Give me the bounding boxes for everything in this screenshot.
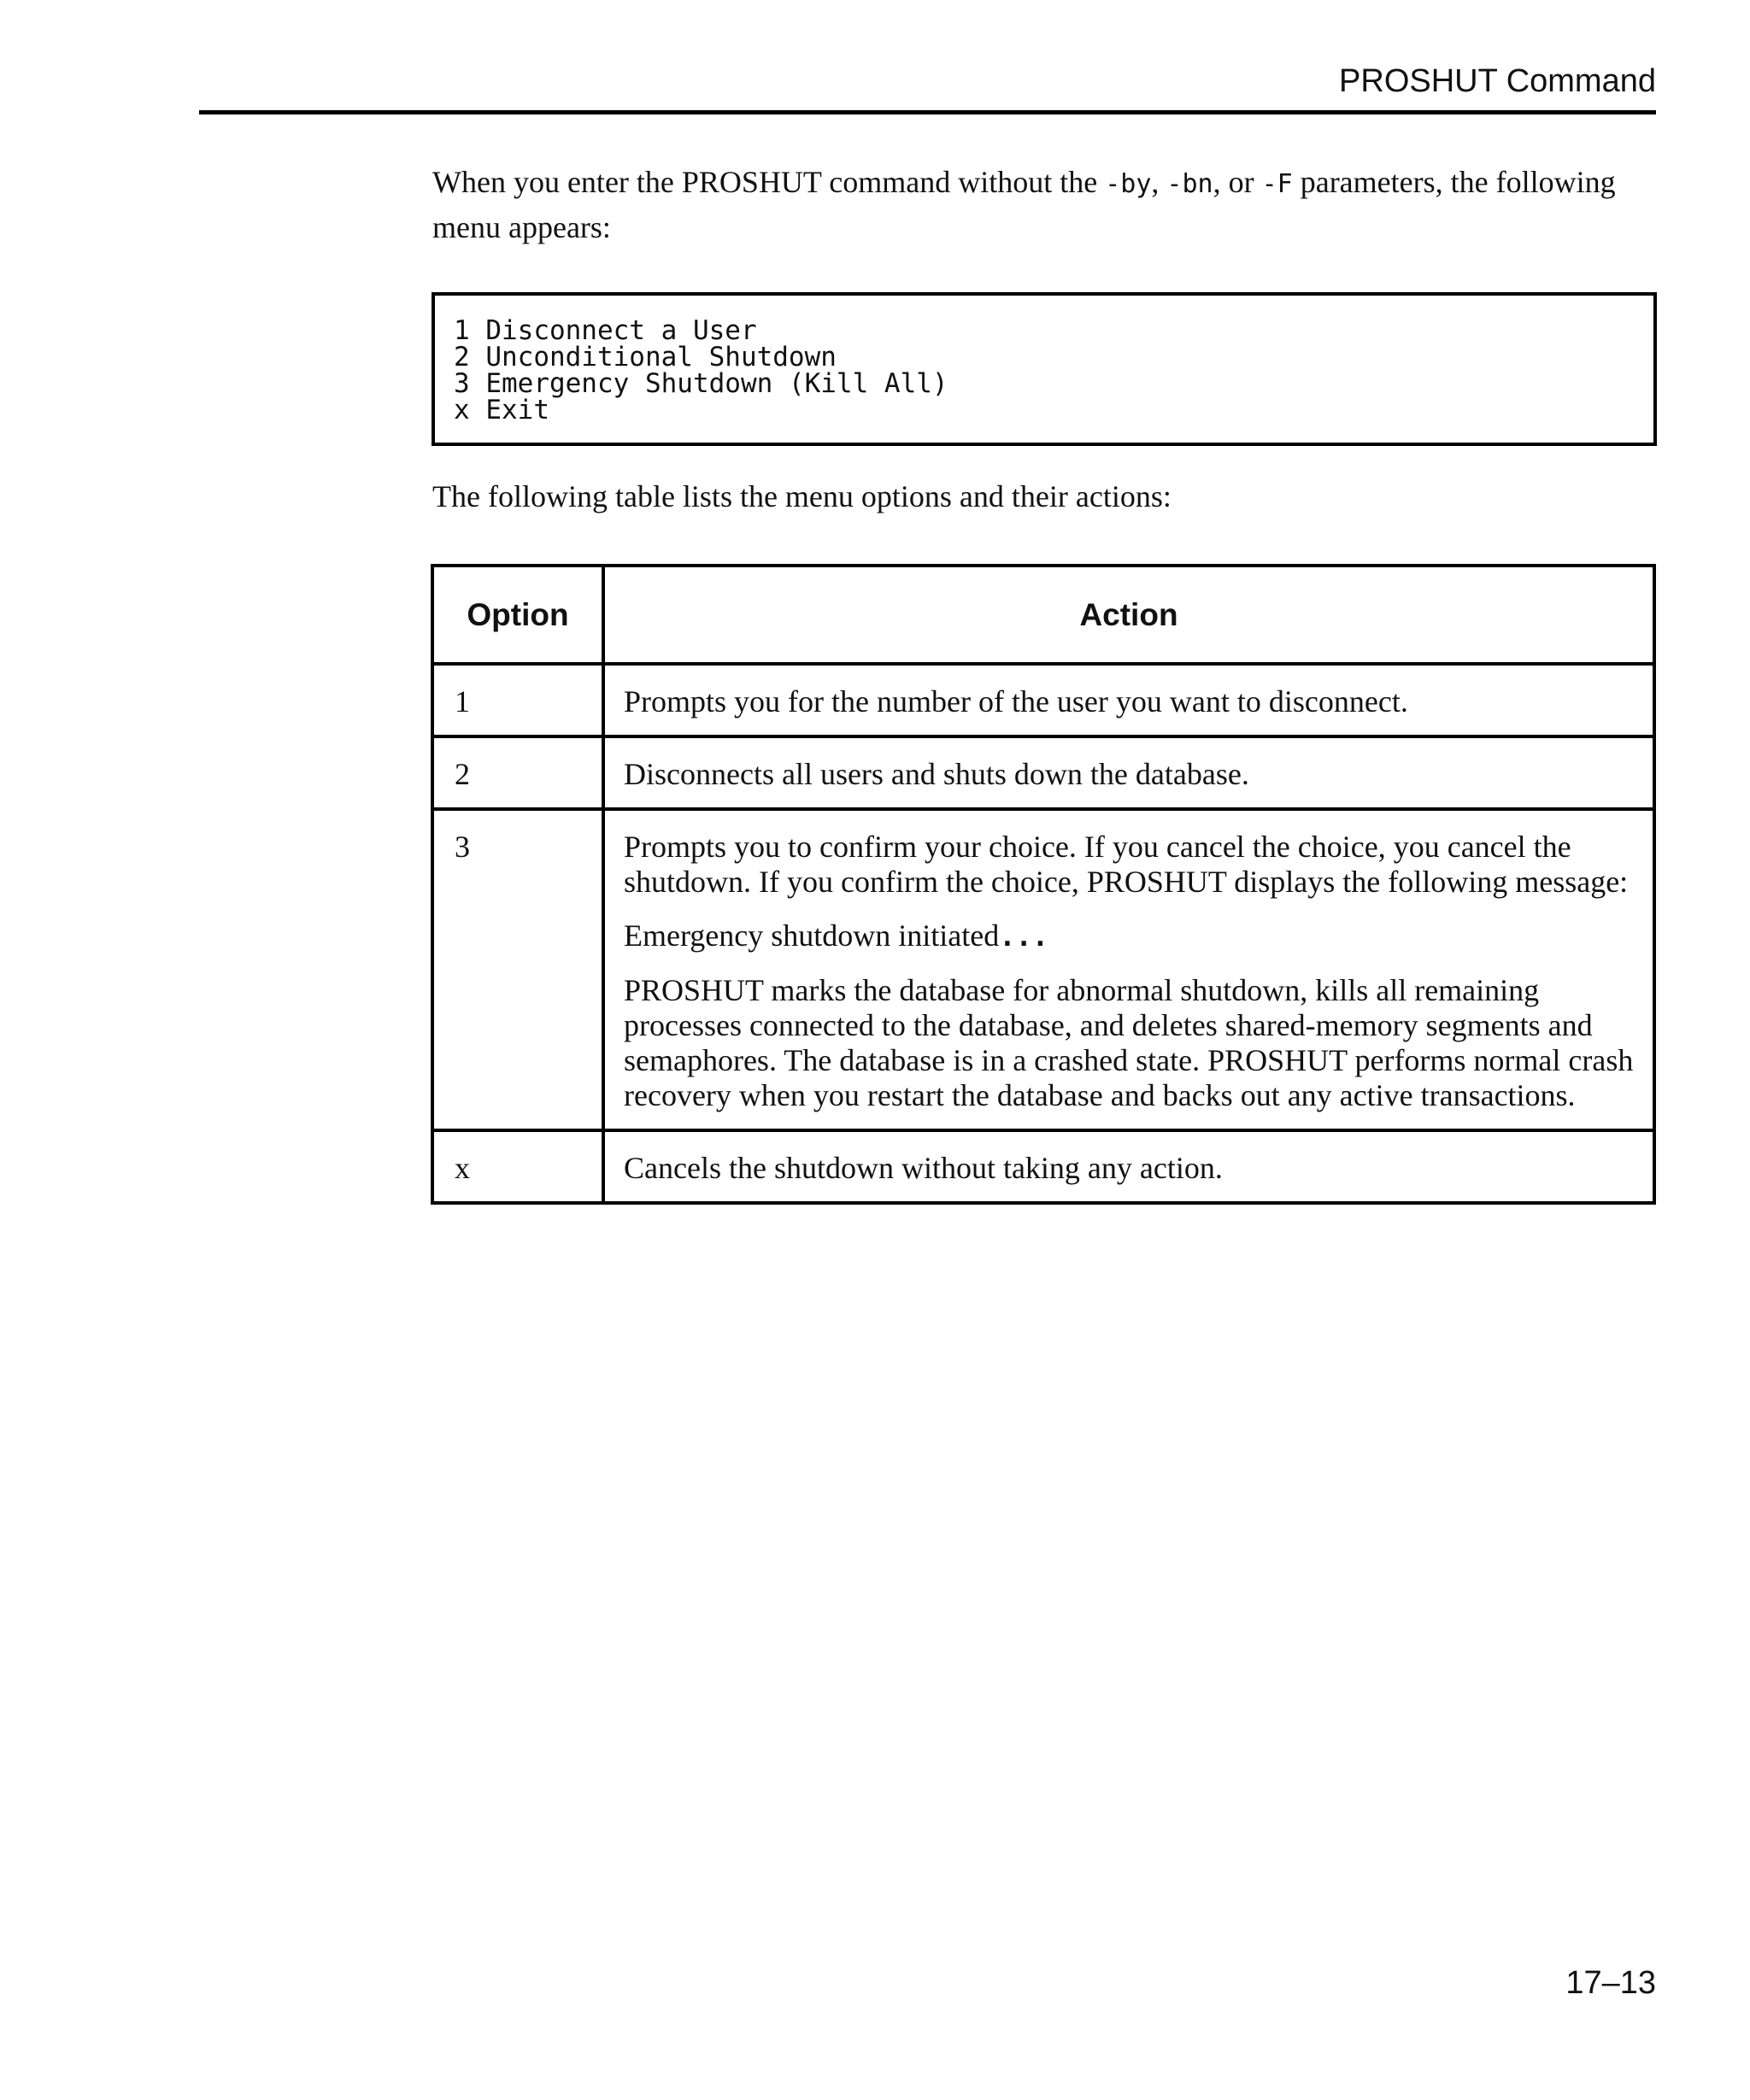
menu-line: 1 Disconnect a User (454, 315, 757, 346)
message-ellipsis: ... (999, 920, 1049, 953)
action-cell (603, 1130, 1654, 1203)
table-row (432, 664, 1654, 736)
action-cell (603, 809, 1654, 1130)
table-intro-paragraph: The following table lists the menu options and their actions: (432, 479, 1172, 513)
intro-sep-1: , (1151, 165, 1167, 199)
action-cell (603, 664, 1654, 736)
action-text: PROSHUT marks the database for abnormal shutdown, kills all remaining processes connected to the database, and deletes shared-memory segments and semaphores. The database is in a crashed state. PROSHUT performs normal crash recovery when you restart the database and backs out any active transactions. (624, 973, 1634, 1112)
action-text: Prompts you to confirm your choice. If you cancel the choice, you cancel the shutdown. If you confirm the choice, PROSHUT displays the following message: (624, 830, 1629, 899)
option-cell: 1 (432, 664, 603, 736)
intro-paragraph (432, 161, 1656, 249)
options-table (431, 564, 1656, 1205)
action-text: Prompts you for the number of the user you want to disconnect. (624, 684, 1408, 719)
table-row (432, 736, 1654, 809)
action-cell (603, 736, 1654, 809)
intro-text-end: parameters, the following menu appears: (432, 165, 1616, 244)
intro-text-start: When you enter the PROSHUT command without the (432, 165, 1106, 199)
menu-line: x Exit (454, 395, 549, 425)
option-cell: 2 (432, 736, 603, 809)
message-text: Emergency shutdown initiated (624, 918, 1000, 953)
column-header-action: Action (603, 566, 1654, 664)
menu-line: 3 Emergency Shutdown (Kill All) (454, 368, 948, 399)
menu-code-box (432, 292, 1657, 446)
shutdown-message (624, 918, 1634, 954)
running-header: PROSHUT Command (1339, 63, 1656, 99)
header-rule (199, 110, 1656, 114)
param-bn: -bn (1166, 169, 1213, 199)
column-header-option: Option (432, 566, 603, 664)
page-number: 17–13 (1565, 1965, 1656, 2001)
table-header-row (432, 566, 1654, 664)
table-row (432, 1130, 1654, 1203)
menu-line: 2 Unconditional Shutdown (454, 342, 837, 372)
table-row (432, 809, 1654, 1130)
option-cell: x (432, 1130, 603, 1203)
option-cell: 3 (432, 809, 603, 1130)
menu-lines (454, 315, 948, 425)
action-text: Cancels the shutdown without taking any action. (624, 1151, 1223, 1185)
param-f: -F (1261, 169, 1293, 199)
action-text: Disconnects all users and shuts down the database. (624, 757, 1249, 791)
intro-sep-2: , or (1213, 165, 1262, 199)
param-by: -by (1105, 169, 1152, 199)
